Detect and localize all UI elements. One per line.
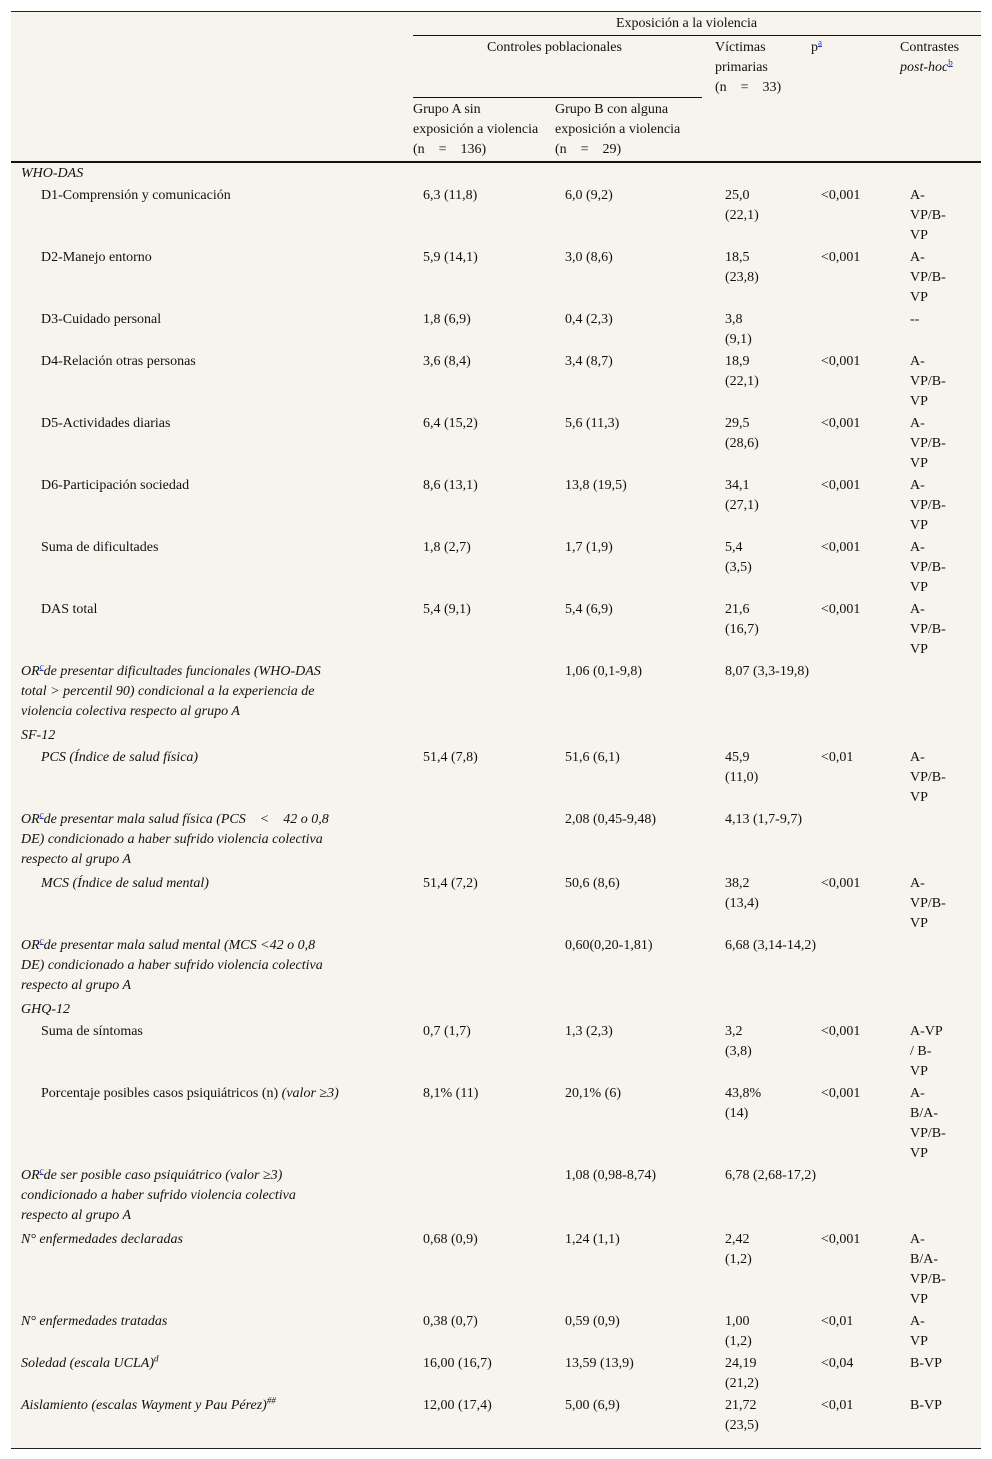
row-label-text: Suma de dificultades xyxy=(41,540,159,555)
header-p: $p^a$ xyxy=(811,37,822,55)
row-label-line: DE) condicionado a haber sufrido violencia colectiva xyxy=(21,832,323,847)
footnote-c-link[interactable]: c xyxy=(39,661,44,672)
header-contrasts: Contrastes xyxy=(900,40,960,55)
cell-group-b: 0,59 (0,9) xyxy=(565,1314,620,1329)
footnote-c-link[interactable]: c xyxy=(39,935,44,946)
cell-p: <0,01 xyxy=(821,1314,854,1329)
row-label-text: D4-Relación otras personas xyxy=(41,354,196,369)
header-groupB-line1: Grupo B con alguna xyxy=(555,102,669,117)
cell-victims: (22,1) xyxy=(725,374,759,389)
cell-victims: (22,1) xyxy=(725,208,759,223)
cell-group-b: 3,0 (8,6) xyxy=(565,250,613,265)
cell-group-a: 8,6 (13,1) xyxy=(423,478,478,493)
cell-group-b: 51,6 (6,1) xyxy=(565,750,620,765)
cell-victims: (3,8) xyxy=(725,1044,752,1059)
cell-victims: (13,4) xyxy=(725,896,759,911)
row-label-text: WHO-DAS xyxy=(21,166,84,181)
cell-contrast: VP xyxy=(910,228,928,243)
row-label xyxy=(21,1396,276,1416)
cell-p: <0,001 xyxy=(821,1232,861,1247)
cell-contrast: A- xyxy=(910,250,925,265)
row-label-line: DE) condicionado a haber sufrido violencia colectiva xyxy=(21,958,323,973)
row-label xyxy=(41,248,152,268)
cell-victims: 2,42 xyxy=(725,1232,750,1247)
cell-victims: 29,5 xyxy=(725,416,750,431)
cell-contrast: A- xyxy=(910,1314,925,1329)
cell-contrast: VP/B- xyxy=(910,560,946,575)
or-label-text: de presentar dificultades funcionales (WHO-DAS xyxy=(43,664,321,679)
cell-contrast: A- xyxy=(910,478,925,493)
row-label-text: D3-Cuidado personal xyxy=(41,312,162,327)
footnote-b-link[interactable]: b xyxy=(948,57,953,68)
cell-victims: (21,2) xyxy=(725,1376,759,1391)
cell-victims: (1,2) xyxy=(725,1334,752,1349)
footnote-c-link[interactable]: c xyxy=(39,809,44,820)
cell-group-b: 0,60(0,20-1,81) xyxy=(565,938,653,953)
cell-group-a: 12,00 (17,4) xyxy=(423,1398,492,1413)
cell-contrast: VP/B- xyxy=(910,896,946,911)
cell-contrast: VP/B- xyxy=(910,498,946,513)
cell-contrast: VP xyxy=(910,518,928,533)
row-label-text: GHQ-12 xyxy=(21,1002,70,1017)
cell-victims: (14) xyxy=(725,1106,749,1121)
header-victims-line1: Víctimas xyxy=(715,40,766,55)
cell-victims: 24,19 xyxy=(725,1356,757,1371)
row-label-line xyxy=(21,810,329,830)
cell-contrast: A-VP xyxy=(910,1024,943,1039)
row-label-sup: ## xyxy=(266,1395,276,1406)
cell-group-a: 1,8 (2,7) xyxy=(423,540,471,555)
cell-group-b: 13,59 (13,9) xyxy=(565,1356,634,1371)
footnote-c-link[interactable]: c xyxy=(39,1165,44,1176)
cell-contrast: A- xyxy=(910,540,925,555)
results-table xyxy=(11,11,981,1449)
cell-contrast: -- xyxy=(910,312,920,327)
cell-group-a: 3,6 (8,4) xyxy=(423,354,471,369)
cell-contrast: A- xyxy=(910,750,925,765)
cell-group-b: 1,24 (1,1) xyxy=(565,1232,620,1247)
cell-group-b: 1,08 (0,98-8,74) xyxy=(565,1168,656,1183)
cell-group-b: 6,0 (9,2) xyxy=(565,188,613,203)
cell-contrast: B/A- xyxy=(910,1252,938,1267)
cell-contrast: A- xyxy=(910,1232,925,1247)
section-heading xyxy=(21,1000,70,1020)
section-heading xyxy=(21,164,83,184)
row-label-text: MCS (Índice de salud mental) xyxy=(41,876,209,891)
cell-group-b: 3,4 (8,7) xyxy=(565,354,613,369)
cell-group-a: 16,00 (16,7) xyxy=(423,1356,492,1371)
footnote-a-link[interactable]: a xyxy=(818,37,822,48)
cell-p: <0,001 xyxy=(821,540,861,555)
or-prefix: OR xyxy=(21,1168,40,1183)
cell-victims: 45,9 xyxy=(725,750,750,765)
cell-group-b: 20,1% (6) xyxy=(565,1086,621,1101)
cell-group-a: 51,4 (7,8) xyxy=(423,750,478,765)
row-label-line: respecto al grupo A xyxy=(21,978,132,993)
cell-contrast: VP xyxy=(910,916,928,931)
cell-group-a: 6,3 (11,8) xyxy=(423,188,478,203)
cell-p: <0,001 xyxy=(821,1024,861,1039)
row-label xyxy=(41,538,158,558)
cell-contrast: VP/B- xyxy=(910,770,946,785)
row-label xyxy=(41,414,170,434)
cell-group-a: 6,4 (15,2) xyxy=(423,416,478,431)
row-label-line xyxy=(21,662,321,682)
cell-contrast: B/A- xyxy=(910,1106,938,1121)
cell-group-b: 1,3 (2,3) xyxy=(565,1024,613,1039)
cell-contrast: VP xyxy=(910,456,928,471)
cell-contrast: VP xyxy=(910,580,928,595)
header-exposure-title: Exposición a la violencia xyxy=(616,16,758,31)
cell-p: <0,001 xyxy=(821,876,861,891)
row-label xyxy=(41,748,198,768)
cell-p: <0,001 xyxy=(821,1086,861,1101)
row-label-text: D6-Participación sociedad xyxy=(41,478,190,493)
cell-p: <0,001 xyxy=(821,478,861,493)
row-label xyxy=(21,1354,158,1374)
row-label xyxy=(41,1084,339,1104)
cell-group-a: 0,7 (1,7) xyxy=(423,1024,471,1039)
cell-contrast: VP xyxy=(910,790,928,805)
cell-contrast: B-VP xyxy=(910,1356,942,1371)
header-rule-top xyxy=(413,35,981,36)
cell-group-b: 1,7 (1,9) xyxy=(565,540,613,555)
cell-contrast: VP/B- xyxy=(910,270,946,285)
row-label-line xyxy=(21,1166,282,1186)
cell-group-a: 0,38 (0,7) xyxy=(423,1314,478,1329)
or-label-text: de presentar mala salud mental (MCS <42 o 0,8 xyxy=(43,938,316,953)
cell-victims: (23,8) xyxy=(725,270,759,285)
cell-group-b: 0,4 (2,3) xyxy=(565,312,613,327)
cell-victims: 34,1 xyxy=(725,478,750,493)
cell-group-a: 8,1% (11) xyxy=(423,1086,479,1101)
cell-contrast: VP xyxy=(910,290,928,305)
row-label-text: SF-12 xyxy=(21,728,56,743)
row-label-line: respecto al grupo A xyxy=(21,1208,132,1223)
header-groupA-line2: exposición a violencia xyxy=(413,122,539,137)
row-label-line: condicionado a haber sufrido violencia colectiva xyxy=(21,1188,296,1203)
header-posthoc: post-hoc$^b$ xyxy=(900,57,953,75)
cell-contrast: A- xyxy=(910,876,925,891)
cell-group-a: 51,4 (7,2) xyxy=(423,876,478,891)
cell-p: <0,04 xyxy=(821,1356,854,1371)
cell-victims: 1,00 xyxy=(725,1314,750,1329)
header-groupA-line1: Grupo A sin xyxy=(413,102,481,117)
row-label-text: Suma de síntomas xyxy=(41,1024,143,1039)
row-label-text: D5-Actividades diarias xyxy=(41,416,171,431)
row-label-line xyxy=(21,936,315,956)
cell-p: <0,01 xyxy=(821,750,854,765)
cell-victims: (23,5) xyxy=(725,1418,759,1433)
or-label-text: de ser posible caso psiquiátrico (valor ≥3) xyxy=(43,1168,283,1183)
row-label xyxy=(41,476,189,496)
or-label-text: de presentar mala salud física (PCS < 42 o 0,8 xyxy=(43,812,329,827)
header-groupB-line3: (n = 29) xyxy=(555,142,622,157)
cell-contrast: A- xyxy=(910,416,925,431)
cell-contrast: VP/B- xyxy=(910,622,946,637)
or-prefix: OR xyxy=(21,812,40,827)
cell-contrast: VP xyxy=(910,642,928,657)
cell-contrast: A- xyxy=(910,602,925,617)
cell-group-b: 5,4 (6,9) xyxy=(565,602,613,617)
row-label xyxy=(41,874,209,894)
header-controls: Controles poblacionales xyxy=(487,40,622,55)
cell-victims: 18,9 xyxy=(725,354,750,369)
cell-group-b: 2,08 (0,45-9,48) xyxy=(565,812,656,827)
cell-victims: (11,0) xyxy=(725,770,759,785)
row-label-italic: (valor ≥3) xyxy=(281,1086,339,1101)
row-label-text: PCS (Índice de salud física) xyxy=(41,750,199,765)
cell-victims: 43,8% xyxy=(725,1086,762,1101)
row-label-text: D2-Manejo entorno xyxy=(41,250,152,265)
cell-contrast: VP xyxy=(910,1292,928,1307)
cell-group-b: 1,06 (0,1-9,8) xyxy=(565,664,642,679)
row-label-text: N° enfermedades tratadas xyxy=(21,1314,168,1329)
cell-victims-or: 6,68 (3,14-14,2) xyxy=(725,938,816,953)
cell-group-b: 5,6 (11,3) xyxy=(565,416,620,431)
row-label-text: Aislamiento (escalas Wayment y Pau Pérez) xyxy=(21,1398,267,1413)
header-victims-line2: primarias xyxy=(715,60,768,75)
cell-victims: 3,2 xyxy=(725,1024,743,1039)
cell-group-b: 50,6 (8,6) xyxy=(565,876,620,891)
header-rule-controls xyxy=(413,97,702,98)
cell-p: <0,001 xyxy=(821,416,861,431)
cell-p: <0,001 xyxy=(821,188,861,203)
cell-contrast: VP xyxy=(910,394,928,409)
cell-victims: (27,1) xyxy=(725,498,759,513)
cell-group-a: 5,9 (14,1) xyxy=(423,250,478,265)
cell-contrast: VP/B- xyxy=(910,1126,946,1141)
cell-victims: (28,6) xyxy=(725,436,759,451)
header-victims-line3: (n = 33) xyxy=(715,80,782,95)
cell-victims: 25,0 xyxy=(725,188,750,203)
cell-group-b: 13,8 (19,5) xyxy=(565,478,627,493)
row-label-text: Soledad (escala UCLA) xyxy=(21,1356,154,1371)
cell-contrast: VP/B- xyxy=(910,208,946,223)
row-label-line: violencia colectiva respecto al grupo A xyxy=(21,704,240,719)
header-groupA-line3: (n = 136) xyxy=(413,142,487,157)
row-label xyxy=(21,1312,167,1332)
row-label-text: Porcentaje posibles casos psiquiátricos (n) xyxy=(41,1086,282,1101)
cell-p: <0,001 xyxy=(821,354,861,369)
cell-victims: (16,7) xyxy=(725,622,759,637)
row-label xyxy=(21,1230,183,1250)
cell-contrast: VP/B- xyxy=(910,374,946,389)
row-label-text: D1-Comprensión y comunicación xyxy=(41,188,231,203)
cell-p: <0,001 xyxy=(821,250,861,265)
cell-group-a: 0,68 (0,9) xyxy=(423,1232,478,1247)
cell-contrast: B-VP xyxy=(910,1398,942,1413)
or-prefix: OR xyxy=(21,938,40,953)
cell-contrast: VP xyxy=(910,1064,928,1079)
cell-victims: 21,72 xyxy=(725,1398,757,1413)
cell-contrast: A- xyxy=(910,354,925,369)
cell-group-a: 1,8 (6,9) xyxy=(423,312,471,327)
cell-victims: 18,5 xyxy=(725,250,750,265)
row-label-text: DAS total xyxy=(41,602,98,617)
cell-victims: (9,1) xyxy=(725,332,752,347)
cell-contrast: VP/B- xyxy=(910,1272,946,1287)
cell-p: <0,01 xyxy=(821,1398,854,1413)
cell-victims: 21,6 xyxy=(725,602,750,617)
cell-contrast: VP xyxy=(910,1146,928,1161)
row-label-sup: d xyxy=(153,1353,159,1364)
row-label xyxy=(41,352,196,372)
cell-victims: 5,4 xyxy=(725,540,743,555)
row-label xyxy=(41,310,161,330)
cell-victims-or: 4,13 (1,7-9,7) xyxy=(725,812,802,827)
cell-victims-or: 8,07 (3,3-19,8) xyxy=(725,664,809,679)
cell-group-b: 5,00 (6,9) xyxy=(565,1398,620,1413)
or-prefix: OR xyxy=(21,664,40,679)
cell-victims: (1,2) xyxy=(725,1252,752,1267)
row-label-line: total > percentil 90) condicional a la experiencia de xyxy=(21,684,315,699)
section-heading xyxy=(21,726,55,746)
cell-contrast: / B- xyxy=(910,1044,932,1059)
row-label-line: respecto al grupo A xyxy=(21,852,132,867)
row-label xyxy=(41,600,97,620)
row-label xyxy=(41,1022,143,1042)
row-label-text: N° enfermedades declaradas xyxy=(21,1232,183,1247)
header-rule-bottom xyxy=(11,161,981,163)
cell-group-a: 5,4 (9,1) xyxy=(423,602,471,617)
header-groupB-line2: exposición a violencia xyxy=(555,122,681,137)
cell-victims-or: 6,78 (2,68-17,2) xyxy=(725,1168,816,1183)
cell-victims: 38,2 xyxy=(725,876,750,891)
cell-contrast: A- xyxy=(910,1086,925,1101)
cell-contrast: VP/B- xyxy=(910,436,946,451)
cell-victims: 3,8 xyxy=(725,312,743,327)
cell-victims: (3,5) xyxy=(725,560,752,575)
cell-contrast: A- xyxy=(910,188,925,203)
cell-p: <0,001 xyxy=(821,602,861,617)
row-label xyxy=(41,186,231,206)
cell-contrast: VP xyxy=(910,1334,928,1349)
